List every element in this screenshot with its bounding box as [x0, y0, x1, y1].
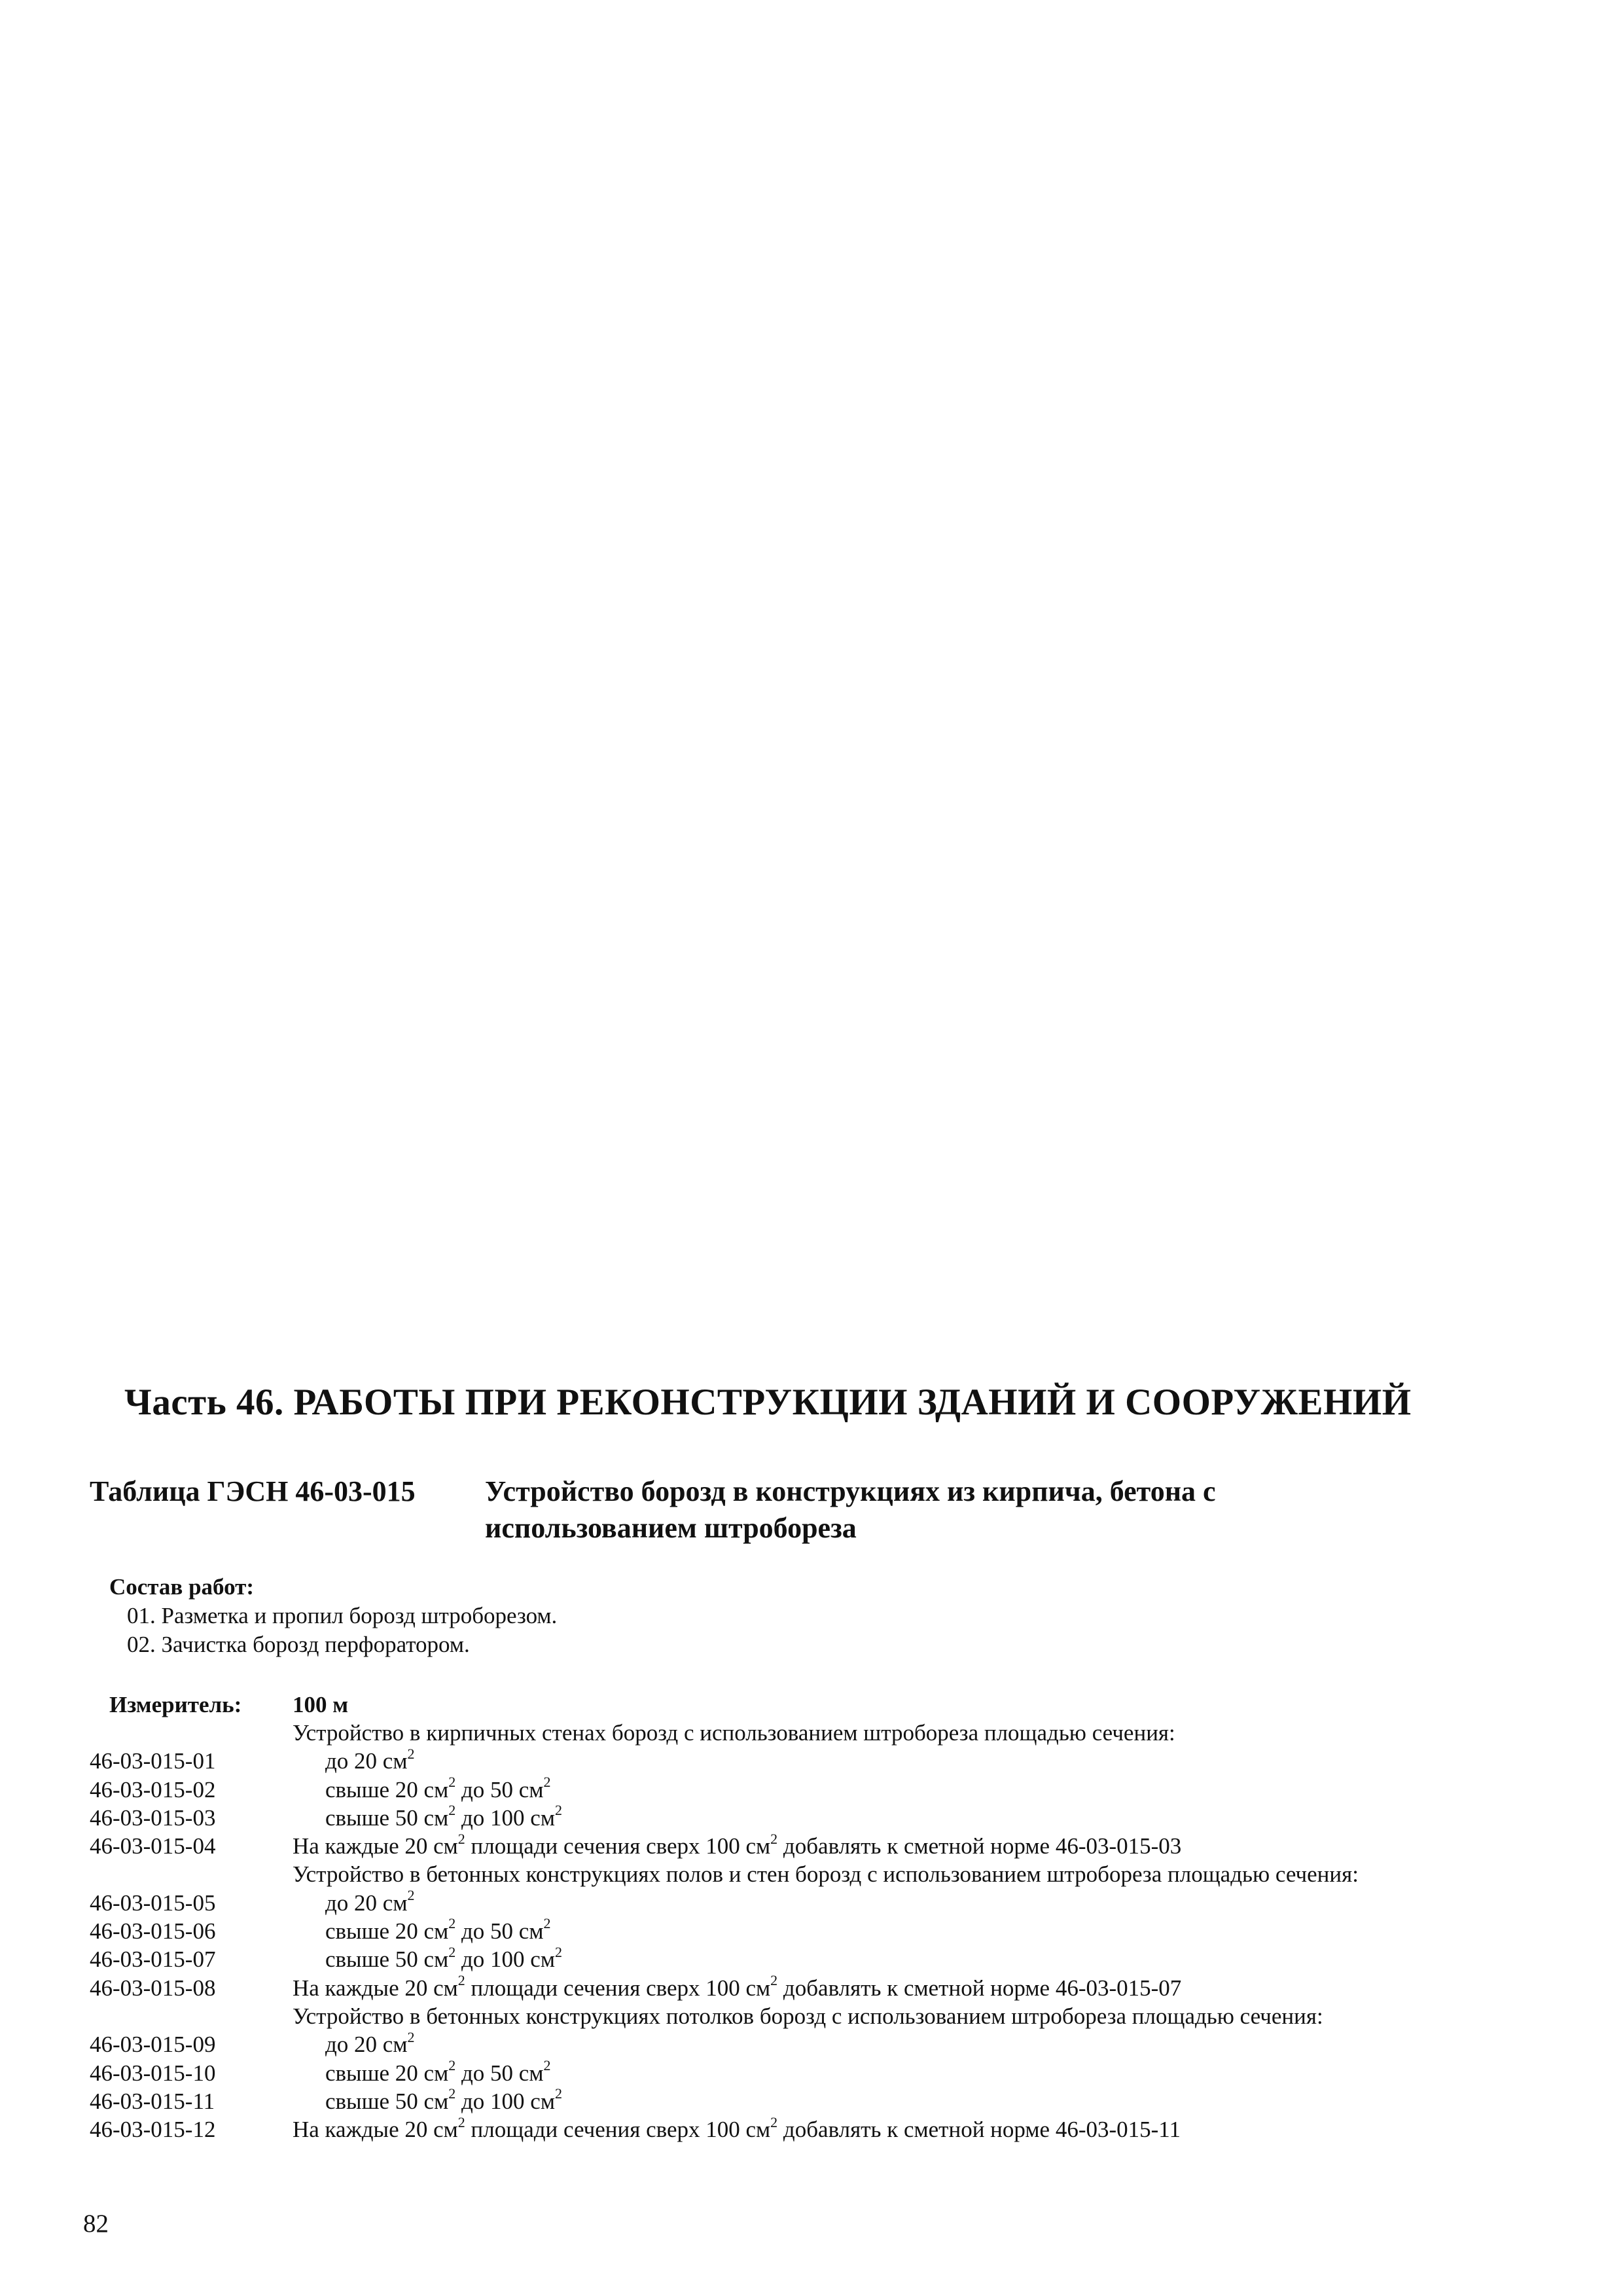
measure-row	[90, 1691, 1569, 1719]
unit-exponent: 2	[543, 1773, 551, 1790]
norm-description	[293, 1832, 1181, 1860]
norm-code: 46-03-015-03	[90, 1804, 216, 1831]
unit-exponent: 2	[448, 1915, 456, 1932]
unit-exponent: 2	[457, 1830, 465, 1847]
unit-exponent: 2	[770, 2113, 778, 2130]
norm-description	[325, 2030, 415, 2058]
unit-exponent: 2	[543, 2056, 551, 2073]
unit-exponent: 2	[448, 1802, 456, 1819]
norm-text-fragment: добавлять к сметной норме 46-03-015-11	[777, 2117, 1181, 2143]
page-number: 82	[83, 2210, 109, 2238]
norm-description	[325, 1917, 551, 1945]
norm-text-fragment: свыше 50 см	[325, 2088, 449, 2114]
norm-description	[325, 2087, 562, 2115]
norm-text-fragment: свыше 50 см	[325, 1804, 449, 1831]
norm-row	[90, 1832, 1569, 1860]
norm-code: 46-03-015-01	[90, 1748, 216, 1774]
norm-row	[90, 1917, 1569, 1945]
norm-group-heading	[90, 1719, 1569, 1747]
work-composition	[109, 1573, 1353, 1659]
table-title	[485, 1473, 1401, 1547]
norm-row	[90, 2115, 1569, 2144]
norm-text-fragment: свыше 20 см	[325, 2060, 449, 2086]
unit-exponent: 2	[448, 2056, 456, 2073]
norm-text-fragment: до 50 см	[455, 1776, 544, 1803]
unit-exponent: 2	[448, 1943, 456, 1960]
norm-row	[90, 1804, 1569, 1832]
work-composition-item: 02. Зачистка борозд перфоратором.	[127, 1632, 470, 1657]
norm-code: 46-03-015-05	[90, 1890, 216, 1916]
norm-text-fragment: до 100 см	[455, 1804, 555, 1831]
norm-row	[90, 2087, 1569, 2115]
measure-value: 100 м	[293, 1692, 349, 1717]
norm-row	[90, 1773, 1569, 1804]
norm-code: 46-03-015-09	[90, 2032, 216, 2058]
norm-code: 46-03-015-06	[90, 1918, 216, 1945]
norm-row	[90, 2030, 1569, 2058]
norm-text-fragment: добавлять к сметной норме 46-03-015-07	[777, 1975, 1182, 2001]
norm-description	[325, 2056, 551, 2087]
unit-exponent: 2	[555, 1802, 562, 1819]
norm-description	[325, 1945, 562, 1973]
norm-description	[325, 1773, 551, 1804]
unit-exponent: 2	[448, 1773, 456, 1790]
work-composition-item: 01. Разметка и пропил борозд штроборезом.	[127, 1603, 558, 1628]
norm-group-heading	[90, 1860, 1569, 1888]
norm-text-fragment: площади сечения сверх 100 см	[465, 1975, 771, 2001]
measure-label: Измеритель:	[109, 1692, 242, 1717]
norm-code: 46-03-015-02	[90, 1776, 216, 1803]
norm-description	[325, 1804, 562, 1832]
table-code: Таблица ГЭСН 46-03-015	[90, 1475, 416, 1507]
unit-exponent: 2	[543, 1915, 551, 1932]
table-title-line-2: использованием штробореза	[485, 1512, 857, 1544]
unit-exponent: 2	[407, 1745, 415, 1762]
norm-text-fragment: площади сечения сверх 100 см	[465, 2117, 771, 2143]
norm-code: 46-03-015-11	[90, 2088, 215, 2114]
norm-description	[293, 1719, 1175, 1747]
norm-description	[325, 1889, 415, 1917]
norm-code: 46-03-015-07	[90, 1946, 216, 1973]
unit-exponent: 2	[407, 2028, 415, 2045]
norm-text-fragment: добавлять к сметной норме 46-03-015-03	[777, 1833, 1182, 1859]
norm-text-fragment: Устройство в бетонных конструкциях потолков борозд с использованием штробореза площадью сечения:	[293, 2003, 1323, 2029]
unit-exponent: 2	[770, 1830, 778, 1847]
norm-text-fragment: до 50 см	[455, 2060, 544, 2086]
norm-row	[90, 1974, 1569, 2002]
norm-code: 46-03-015-10	[90, 2060, 216, 2086]
norm-row	[90, 1945, 1569, 1973]
norm-text-fragment: до 20 см	[325, 1748, 408, 1774]
norm-description	[325, 1747, 415, 1775]
norm-text-fragment: На каждые 20 см	[293, 1833, 458, 1859]
norm-row	[90, 1747, 1569, 1775]
norm-description	[293, 2115, 1181, 2144]
norm-text-fragment: На каждые 20 см	[293, 1975, 458, 2001]
norms-list	[90, 1719, 1569, 2144]
norm-text-fragment: На каждые 20 см	[293, 2117, 458, 2143]
norm-text-fragment: свыше 20 см	[325, 1918, 449, 1945]
unit-exponent: 2	[555, 1943, 562, 1960]
unit-exponent: 2	[457, 1972, 465, 1989]
norm-text-fragment: до 50 см	[455, 1918, 544, 1945]
norm-description	[293, 2002, 1323, 2030]
unit-exponent: 2	[555, 2085, 562, 2102]
work-composition-list	[109, 1602, 1353, 1659]
norm-text-fragment: площади сечения сверх 100 см	[465, 1833, 771, 1859]
part-title: Часть 46. РАБОТЫ ПРИ РЕКОНСТРУКЦИИ ЗДАНИЙ И СООРУЖЕНИЙ	[124, 1382, 1412, 1423]
norm-row	[90, 2056, 1569, 2087]
norm-text-fragment: Устройство в кирпичных стенах борозд с использованием штробореза площадью сечения:	[293, 1720, 1175, 1746]
unit-exponent: 2	[448, 2085, 456, 2102]
norm-text-fragment: до 100 см	[455, 2088, 555, 2114]
norm-row	[90, 1889, 1569, 1917]
norm-text-fragment: до 100 см	[455, 1946, 555, 1973]
norm-code: 46-03-015-12	[90, 2117, 216, 2143]
norm-text-fragment: свыше 20 см	[325, 1776, 449, 1803]
unit-exponent: 2	[407, 1887, 415, 1904]
norm-description	[293, 1974, 1181, 2002]
norm-text-fragment: до 20 см	[325, 1890, 408, 1916]
norm-code: 46-03-015-08	[90, 1975, 216, 2001]
norm-code: 46-03-015-04	[90, 1833, 216, 1859]
norm-text-fragment: свыше 50 см	[325, 1946, 449, 1973]
unit-exponent: 2	[457, 2113, 465, 2130]
table-title-line-1: Устройство борозд в конструкциях из кирпича, бетона с	[485, 1475, 1216, 1507]
norm-text-fragment: до 20 см	[325, 2032, 408, 2058]
norms-section	[90, 1691, 1569, 2144]
work-composition-heading: Состав работ:	[109, 1574, 254, 1600]
unit-exponent: 2	[770, 1972, 778, 1989]
norm-description	[293, 1860, 1359, 1888]
norm-text-fragment: Устройство в бетонных конструкциях полов и стен борозд с использованием штробореза площадью сечения:	[293, 1861, 1359, 1888]
norm-group-heading	[90, 2002, 1569, 2030]
